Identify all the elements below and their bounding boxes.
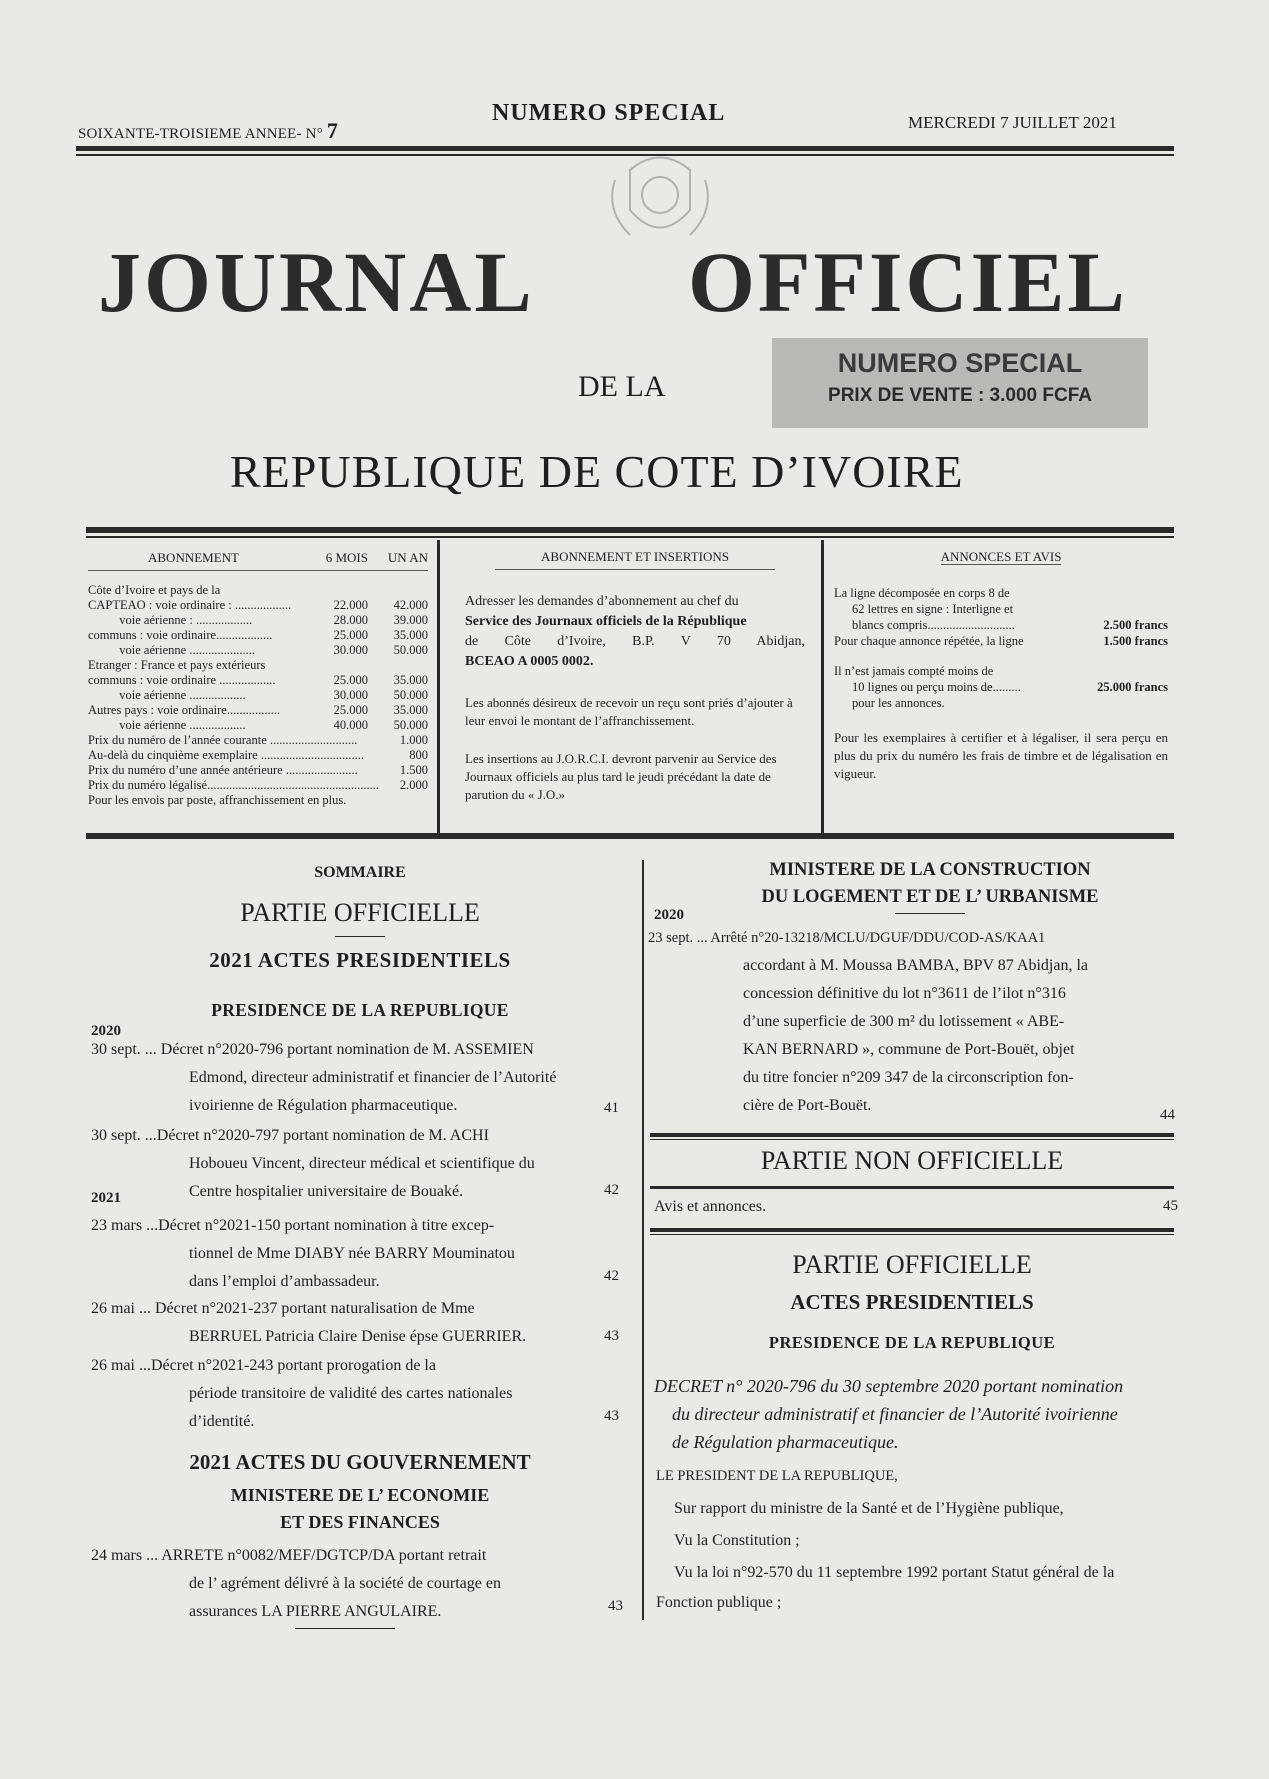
subscription-row [88, 613, 428, 628]
entry-6-line-2: de l’ agrément délivré à la société de courtage en [189, 1575, 501, 1592]
subscription-row-six-months [308, 583, 368, 598]
entry-7-line-7: cière de Port-Bouët. [743, 1097, 872, 1114]
special-box-title: NUMERO SPECIAL [837, 348, 1083, 378]
special-price-box [772, 338, 1148, 428]
actes-presidentiels-heading: 2021 ACTES PRESIDENTIELS [209, 948, 511, 972]
subscription-row [88, 673, 428, 688]
issue-number [78, 118, 338, 144]
president-line: LE PRESIDENT DE LA REPUBLIQUE, [656, 1468, 898, 1484]
entry-2-line-2: Hoboueu Vincent, directeur médical et scientifique du [189, 1155, 535, 1172]
subscription-row-one-year: 1.000 [399, 733, 428, 747]
entry-6-page: 43 [608, 1598, 623, 1614]
entry-1-line-1: 30 sept. ... Décret n°2020-796 portant nomination de M. ASSEMIEN [91, 1041, 534, 1058]
subscription-row-label: Au-delà du cinquième exemplaire ................................. [88, 748, 364, 762]
decret-title-line-2: du directeur administratif et financier de l’Autorité ivoirienne [672, 1404, 1118, 1424]
decret-title-line-1: DECRET n° 2020-796 du 30 septembre 2020 portant nomination [654, 1376, 1124, 1396]
entry-3-line-3: dans l’emploi d’ambassadeur. [189, 1273, 380, 1290]
subscription-header [88, 550, 428, 571]
right-partie-officielle-heading: PARTIE OFFICIELLE [792, 1250, 1032, 1279]
right-actes-presidentiels-heading: ACTES PRESIDENTIELS [790, 1290, 1034, 1314]
subscription-row-label: voie aérienne .................. [88, 718, 246, 732]
subscription-row-one-year: 35.000 [393, 673, 428, 687]
entry-6-line-3: assurances LA PIERRE ANGULAIRE. [189, 1603, 442, 1620]
entry-7-line-3: concession définitive du lot n°3611 de l’ilot n°316 [743, 985, 1066, 1002]
masthead-de-la: DE LA [578, 370, 666, 403]
info-bottom-rule [86, 833, 1174, 839]
entry-7-line-2: accordant à M. Moussa BAMBA, BPV 87 Abidjan, la [743, 957, 1089, 974]
annonces-line-5: Il n’est jamais compté moins de [834, 664, 994, 678]
subscription-row-one-year [368, 658, 428, 673]
annonces-legalisation: Pour les exemplaires à certifier et à légaliser, il sera perçu en plus du prix du numéro les frais de timbre et de légalisation en vigueur. [834, 730, 1168, 781]
subscription-row-six-months: 25.000 [333, 703, 368, 717]
entry-4-line-1: 26 mai ... Décret n°2021-237 portant naturalisation de Mme [91, 1300, 475, 1317]
info-top-rule [86, 527, 1174, 533]
heading-underline [335, 936, 385, 937]
masthead-title-right: OFFICIEL [688, 234, 1128, 330]
entry-2-page: 42 [604, 1182, 619, 1198]
annonces-line-6: 10 lignes ou perçu moins de......... [852, 680, 1021, 694]
subscription-row [88, 628, 428, 643]
sommaire-entry-4 [91, 1295, 611, 1351]
decret-title-line-3: de Régulation pharmaceutique. [672, 1432, 899, 1452]
visa-1: Sur rapport du ministre de la Santé et de l’Hygiène publique, [674, 1500, 1064, 1517]
ministry-economy-line-1: MINISTERE DE L’ ECONOMIE [230, 1485, 490, 1505]
entry-2-line-1: 30 sept. ...Décret n°2020-797 portant nomination de M. ACHI [91, 1127, 489, 1144]
non-officielle-rule-top [650, 1133, 1174, 1137]
info-divider-1 [437, 540, 440, 833]
ministry-construction-line-1: MINISTERE DE LA CONSTRUCTION [769, 860, 1091, 880]
entry-3-line-1: 23 mars ...Décret n°2021-150 portant nomination à titre excep- [91, 1217, 495, 1234]
sommaire-entry-2 [91, 1122, 611, 1206]
subscription-row-one-year: 800 [409, 748, 428, 762]
entry-5-page: 43 [604, 1408, 619, 1424]
subscription-row-label: Pour les envois par poste, affranchissement en plus. [88, 793, 347, 807]
subscription-row-six-months: 22.000 [333, 598, 368, 612]
subscription-row-one-year [387, 793, 428, 808]
entry-4-page: 43 [604, 1328, 619, 1344]
annonces-title-text: ANNONCES ET AVIS [940, 549, 1062, 564]
subscription-row [88, 778, 428, 793]
entry-7-line-1: 23 sept. ... Arrêté n°20-13218/MCLU/DGUF/DDU/COD-AS/KAA1 [648, 930, 1046, 946]
issue-digit: 7 [326, 118, 339, 143]
entry-5-line-1: 26 mai ...Décret n°2021-243 portant prorogation de la [91, 1357, 436, 1374]
subscription-row-one-year: 35.000 [393, 703, 428, 717]
avis-page: 45 [1163, 1198, 1178, 1214]
ministry-economy-line-2: ET DES FINANCES [280, 1512, 440, 1532]
sommaire-entry-1 [91, 1036, 611, 1120]
subscription-row-label: Autres pays : voie ordinaire................. [88, 703, 280, 717]
subscription-row-six-months [357, 733, 392, 748]
visa-3-line-1: Vu la loi n°92-570 du 11 septembre 1992 portant Statut général de la [674, 1564, 1115, 1581]
subscription-row [88, 703, 428, 718]
subscription-row [88, 598, 428, 613]
subscription-row [88, 688, 428, 703]
subscription-title: ABONNEMENT [148, 550, 239, 565]
entry-7-line-6: du titre foncier n°209 347 de la circonscription fon- [743, 1069, 1074, 1086]
subscription-row-one-year: 1.500 [399, 763, 428, 777]
annonces-column [834, 549, 1168, 783]
subscription-row-label: Prix du numéro d’une année antérieure ....................... [88, 763, 358, 777]
subscription-row-one-year: 39.000 [393, 613, 428, 627]
subscription-row-six-months: 30.000 [333, 688, 368, 702]
actes-gouvernement-heading: 2021 ACTES DU GOUVERNEMENT [189, 1450, 531, 1474]
entry-6-line-1: 24 mars ... ARRETE n°0082/MEF/DGTCP/DA portant retrait [91, 1547, 487, 1564]
subscription-rows [88, 583, 428, 808]
sommaire-entry-5 [91, 1352, 611, 1436]
issue-date: MERCREDI 7 JUILLET 2021 [908, 113, 1117, 132]
special-box-price: PRIX DE VENTE : 3.000 FCFA [828, 385, 1092, 406]
info-divider-2 [821, 540, 824, 833]
subscription-row-one-year: 50.000 [393, 688, 428, 702]
six-months-heading: 6 MOIS [325, 550, 368, 565]
subscription-row-six-months: 30.000 [333, 643, 368, 657]
insertions-line-4: BCEAO A 0005 0002. [465, 654, 594, 669]
ministry-underline [895, 913, 965, 914]
subscription-row-one-year: 50.000 [393, 643, 428, 657]
subscription-column [88, 550, 428, 808]
entry-5-line-3: d’identité. [189, 1413, 255, 1430]
non-officielle-rule-thin [650, 1139, 1174, 1140]
insertions-column [465, 549, 805, 804]
sommaire-heading: SOMMAIRE [314, 864, 406, 881]
info-top-rule-thin [86, 536, 1174, 538]
subscription-row-label: voie aérienne ..................... [88, 643, 255, 657]
header-special: NUMERO SPECIAL [492, 100, 726, 126]
subscription-row [88, 658, 428, 673]
subscription-row [88, 718, 428, 733]
insertions-title: ABONNEMENT ET INSERTIONS [495, 549, 775, 570]
subscription-row [88, 748, 428, 763]
presidence-heading: PRESIDENCE DE LA REPUBLIQUE [211, 1000, 509, 1020]
subscription-row [88, 793, 428, 808]
subscription-row-six-months [358, 763, 393, 778]
entry-2-line-3: Centre hospitalier universitaire de Bouaké. [189, 1183, 464, 1200]
annonces-line-3: blancs compris............................ [852, 618, 1015, 632]
partie-non-officielle-heading: PARTIE NON OFFICIELLE [760, 1146, 1064, 1175]
subscription-row [88, 733, 428, 748]
one-year-heading: UN AN [387, 550, 428, 565]
closing-rule [295, 1628, 395, 1629]
subscription-row-six-months: 28.000 [333, 613, 368, 627]
entry-7-page: 44 [1160, 1107, 1175, 1123]
subscription-row-six-months [364, 748, 396, 763]
sommaire-entry-7 [648, 924, 1178, 1120]
year-2021-label: 2021 [91, 1190, 121, 1206]
entry-3-line-2: tionnel de Mme DIABY née BARRY Mouminatou [189, 1245, 515, 1262]
republic-title: REPUBLIQUE DE COTE D’IVOIRE [230, 446, 964, 497]
annonces-line-1: La ligne décomposée en corps 8 de [834, 586, 1010, 600]
subscription-row-label: Prix du numéro légalisé....................................................... [88, 778, 379, 792]
visa-2: Vu la Constitution ; [674, 1532, 800, 1549]
subscription-row-six-months [379, 778, 400, 793]
annonces-price-2: 1.500 francs [1103, 634, 1168, 648]
insertions-deadline: Les insertions au J.O.R.C.I. devront parvenir au Service des Journaux officiels au plus tard le jeudi précédant la date de parution du « J.O.» [465, 751, 777, 802]
annonces-title [834, 549, 1168, 565]
annonces-rates [834, 585, 1168, 711]
subscription-row-label: voie aérienne .................. [88, 688, 246, 702]
annonces-line-7: pour les annonces. [852, 696, 945, 710]
subscription-row-label: Côte d’Ivoire et pays de la [88, 583, 221, 597]
sommaire-entry-3 [91, 1212, 611, 1296]
subscription-row-six-months [308, 658, 368, 673]
entry-1-page: 41 [604, 1100, 619, 1116]
subscription-row-six-months: 25.000 [333, 628, 368, 642]
ministry-construction-line-2: DU LOGEMENT ET DE L’ URBANISME [761, 887, 1099, 907]
subscription-row-six-months [346, 793, 387, 808]
non-officielle-rule-bottom [650, 1186, 1174, 1189]
subscription-row-label: voie aérienne : .................. [88, 613, 253, 627]
section-rule [650, 1228, 1174, 1232]
insertions-line-3: de Côte d’Ivoire, B.P. V 70 Abidjan, [465, 634, 805, 649]
subscription-row [88, 763, 428, 778]
section-rule-thin [650, 1234, 1174, 1235]
subscription-row-one-year: 50.000 [393, 718, 428, 732]
year-text: SOIXANTE-TROISIEME ANNEE- N° [78, 126, 323, 142]
entry-7-line-5: KAN BERNARD », commune de Port-Bouët, objet [743, 1041, 1075, 1058]
subscription-row-label: Prix du numéro de l’année courante ............................ [88, 733, 358, 747]
insertions-line-2: Service des Journaux officiels de la République [465, 614, 747, 629]
entry-3-page: 42 [604, 1268, 619, 1284]
subscription-row-label: CAPTEAO : voie ordinaire : .................. [88, 598, 292, 612]
subscription-row-one-year: 42.000 [393, 598, 428, 612]
year-2020-label: 2020 [91, 1023, 121, 1039]
partie-officielle-heading: PARTIE OFFICIELLE [240, 898, 480, 927]
annonces-price-3: 25.000 francs [1097, 680, 1168, 694]
annonces-line-2: 62 lettres en signe : Interligne et [852, 602, 1014, 616]
subscription-row-one-year: 35.000 [393, 628, 428, 642]
right-year-2020-label: 2020 [654, 907, 684, 923]
subscription-row [88, 643, 428, 658]
insertions-address [465, 592, 805, 672]
sommaire-entry-6 [91, 1542, 611, 1626]
masthead-title-left: JOURNAL [98, 234, 535, 330]
visa-3-line-2: Fonction publique ; [656, 1594, 782, 1611]
entry-7-line-4: d’une superficie de 300 m² du lotissement « ABE- [743, 1013, 1065, 1030]
entry-1-line-3: ivoirienne de Régulation pharmaceutique. [189, 1097, 458, 1114]
annonces-line-4: Pour chaque annonce répétée, la ligne [834, 634, 1024, 648]
decret-title [654, 1372, 1176, 1456]
right-presidence-heading: PRESIDENCE DE LA REPUBLIQUE [768, 1333, 1056, 1352]
subscription-row [88, 583, 428, 598]
subscription-row-label: communs : voie ordinaire.................. [88, 628, 273, 642]
insertions-line-1: Adresser les demandes d’abonnement au chef du [465, 594, 739, 609]
entry-1-line-2: Edmond, directeur administratif et financier de l’Autorité [189, 1069, 557, 1086]
subscription-row-six-months: 40.000 [333, 718, 368, 732]
annonces-price-1: 2.500 francs [1103, 618, 1168, 632]
column-divider [642, 860, 644, 1620]
entry-4-line-2: BERRUEL Patricia Claire Denise épse GUERRIER. [189, 1328, 527, 1345]
insertions-receipt: Les abonnés désireux de recevoir un reçu sont priés d’ajouter à leur envoi le montant de l’affranchissement. [465, 695, 793, 728]
subscription-row-label: Etranger : France et pays extérieurs [88, 658, 266, 672]
subscription-row-six-months: 25.000 [333, 673, 368, 687]
entry-5-line-2: période transitoire de validité des cartes nationales [189, 1385, 513, 1402]
subscription-row-one-year [368, 583, 428, 598]
subscription-row-one-year: 2.000 [399, 778, 428, 792]
subscription-row-label: communs : voie ordinaire .................. [88, 673, 276, 687]
avis-annonces-entry: Avis et annonces. [654, 1198, 767, 1215]
